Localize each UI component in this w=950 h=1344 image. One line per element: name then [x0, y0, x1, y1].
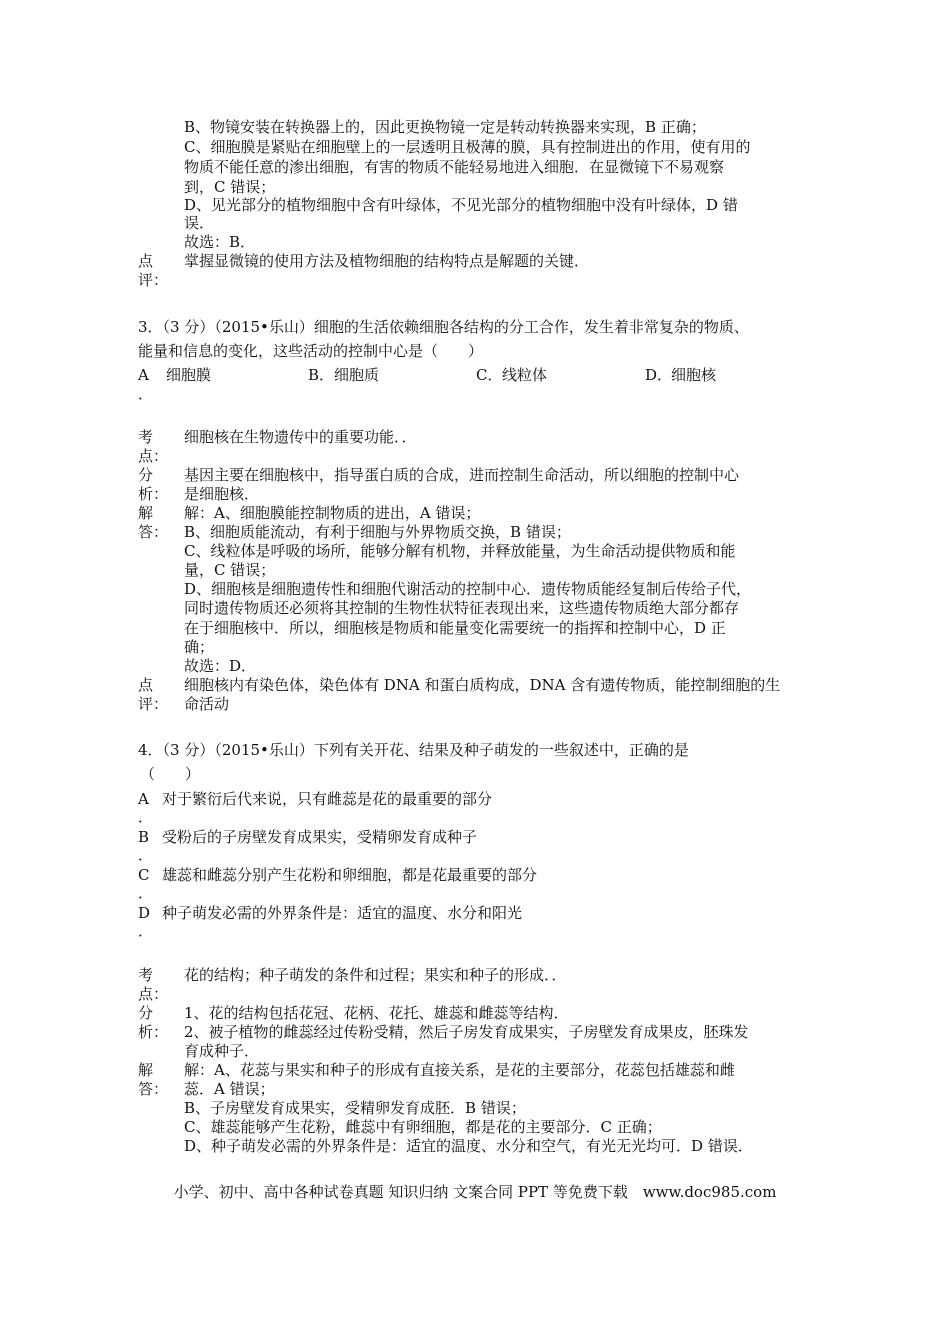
jieda-text: 蕊．A 错误； — [184, 1080, 275, 1098]
section-label: 分 — [138, 1004, 154, 1022]
option-dot: ． — [138, 385, 154, 403]
jieda-text: B、细胞质能流动，有利于细胞与外界物质交换，B 错误； — [184, 523, 571, 541]
text-line: 物质不能任意的渗出细胞，有害的物质不能轻易地进入细胞．在显微镜下不易观察 — [184, 158, 725, 176]
question-stem: 3．（3 分）（2015•乐山）细胞的生活依赖细胞各结构的分工合作，发生着非常复杂的物质、 — [138, 318, 749, 336]
text-line: C、细胞膜是紧贴在细胞壁上的一层透明且极薄的膜，具有控制进出的作用，使有用的 — [184, 138, 751, 156]
option-dot: ． — [138, 846, 154, 864]
option-text: 线粒体 — [502, 366, 548, 384]
question-stem: 4．（3 分）（2015•乐山）下列有关开花、结果及种子萌发的一些叙述中，正确的是 — [138, 741, 689, 759]
section-label: 解 — [138, 1061, 154, 1079]
fenxi-text: 是细胞核． — [184, 485, 260, 503]
dianping-text: 细胞核内有染色体，染色体有 DNA 和蛋白质构成，DNA 含有遗传物质，能控制细胞的生 — [184, 676, 781, 694]
option-text: 受粉后的子房壁发育成果实，受精卵发育成种子 — [162, 828, 478, 846]
section-label: 考 — [138, 966, 154, 984]
jieda-text: D、种子萌发必需的外界条件是：适宜的温度、水分和空气，有光无光均可．D 错误． — [184, 1137, 753, 1155]
option-dot: ． — [138, 808, 154, 826]
fenxi-text: 基因主要在细胞核中，指导蛋白质的合成，进而控制生命活动，所以细胞的控制中心 — [184, 466, 740, 484]
section-label: 点： — [138, 447, 169, 465]
section-label: 评： — [138, 695, 169, 713]
section-label: 答： — [138, 1080, 169, 1098]
dianping-text: 命活动 — [184, 695, 230, 713]
text-line: 到，C 错误； — [184, 178, 276, 196]
fenxi-text: 育成种子． — [184, 1042, 260, 1060]
question-stem: 能量和信息的变化，这些活动的控制中心是（ ） — [138, 342, 484, 360]
jieda-text: 在于细胞核中．所以，细胞核是物质和能量变化需要统一的指挥和控制中心，D 正 — [184, 619, 726, 637]
section-label: 解 — [138, 504, 154, 522]
jieda-text: 解：A、细胞膜能控制物质的进出，A 错误； — [184, 504, 481, 522]
text-line: 故选：B． — [184, 233, 256, 251]
option-dot: ． — [138, 884, 154, 902]
jieda-text: 同时遗传物质还必须将其控制的生物性状特征表现出来，这些遗传物质绝大部分都存 — [184, 599, 740, 617]
section-label: 分 — [138, 466, 154, 484]
option-text: 种子萌发必需的外界条件是：适宜的温度、水分和阳光 — [162, 904, 523, 922]
section-label: 点 — [138, 252, 154, 270]
comment-text: 掌握显微镜的使用方法及植物细胞的结构特点是解题的关键． — [184, 252, 590, 270]
option-text: 雄蕊和雌蕊分别产生花粉和卵细胞，都是花最重要的部分 — [162, 866, 538, 884]
jieda-text: B、子房壁发育成果实，受精卵发育成胚．B 错误； — [184, 1099, 526, 1117]
section-label: 析： — [138, 1023, 169, 1041]
section-label: 析： — [138, 485, 169, 503]
option-letter: D — [138, 904, 151, 922]
jieda-text: 解：A、花蕊与果实和种子的形成有直接关系，是花的主要部分，花蕊包括雄蕊和雌 — [184, 1061, 735, 1079]
option-letter: B． — [308, 366, 335, 384]
section-label: 点： — [138, 985, 169, 1003]
jieda-text: 确； — [184, 638, 215, 656]
option-letter: A — [138, 366, 149, 384]
option-text: 细胞核 — [671, 366, 717, 384]
text-line: D、见光部分的植物细胞中含有叶绿体，不见光部分的植物细胞中没有叶绿体，D 错 — [184, 196, 738, 214]
option-letter: D． — [645, 366, 673, 384]
jieda-text: C、雄蕊能够产生花粉，雌蕊中有卵细胞，都是花的主要部分．C 正确； — [184, 1118, 662, 1136]
option-text: 细胞膜 — [166, 366, 212, 384]
kaodian-text: 细胞核在生物遗传中的重要功能．． — [184, 428, 417, 446]
jieda-text: D、细胞核是细胞遗传性和细胞代谢活动的控制中心．遗传物质能经复制后传给子代， — [184, 580, 752, 598]
section-label: 答： — [138, 523, 169, 541]
option-letter: B — [138, 828, 150, 846]
question-stem: （ ） — [140, 765, 201, 783]
kaodian-text: 花的结构；种子萌发的条件和过程；果实和种子的形成．． — [184, 966, 567, 984]
section-label: 考 — [138, 428, 154, 446]
jieda-text: 故选：D． — [184, 657, 257, 675]
option-dot: ． — [138, 922, 154, 940]
option-text: 细胞质 — [334, 366, 380, 384]
fenxi-text: 2、被子植物的雌蕊经过传粉受精，然后子房发育成果实，子房壁发育成果皮，胚珠发 — [184, 1023, 749, 1041]
section-label: 评： — [138, 271, 169, 289]
option-letter: A — [138, 790, 149, 808]
option-letter: C． — [476, 366, 503, 384]
page-footer: 小学、初中、高中各种试卷真题 知识归纳 文案合同 PPT 等免费下载 www.doc985.com — [173, 1183, 777, 1201]
section-label: 点 — [138, 676, 154, 694]
text-line: B、物镜安装在转换器上的，因此更换物镜一定是转动转换器来实现，B 正确； — [184, 118, 706, 136]
jieda-text: 量，C 错误； — [184, 561, 276, 579]
text-line: 误． — [184, 214, 215, 232]
jieda-text: C、线粒体是呼吸的场所，能够分解有机物，并释放能量，为生命活动提供物质和能 — [184, 542, 736, 560]
fenxi-text: 1、花的结构包括花冠、花柄、花托、雄蕊和雌蕊等结构． — [184, 1004, 569, 1022]
option-text: 对于繁衍后代来说，只有雌蕊是花的最重要的部分 — [162, 790, 493, 808]
option-letter: C — [138, 866, 150, 884]
